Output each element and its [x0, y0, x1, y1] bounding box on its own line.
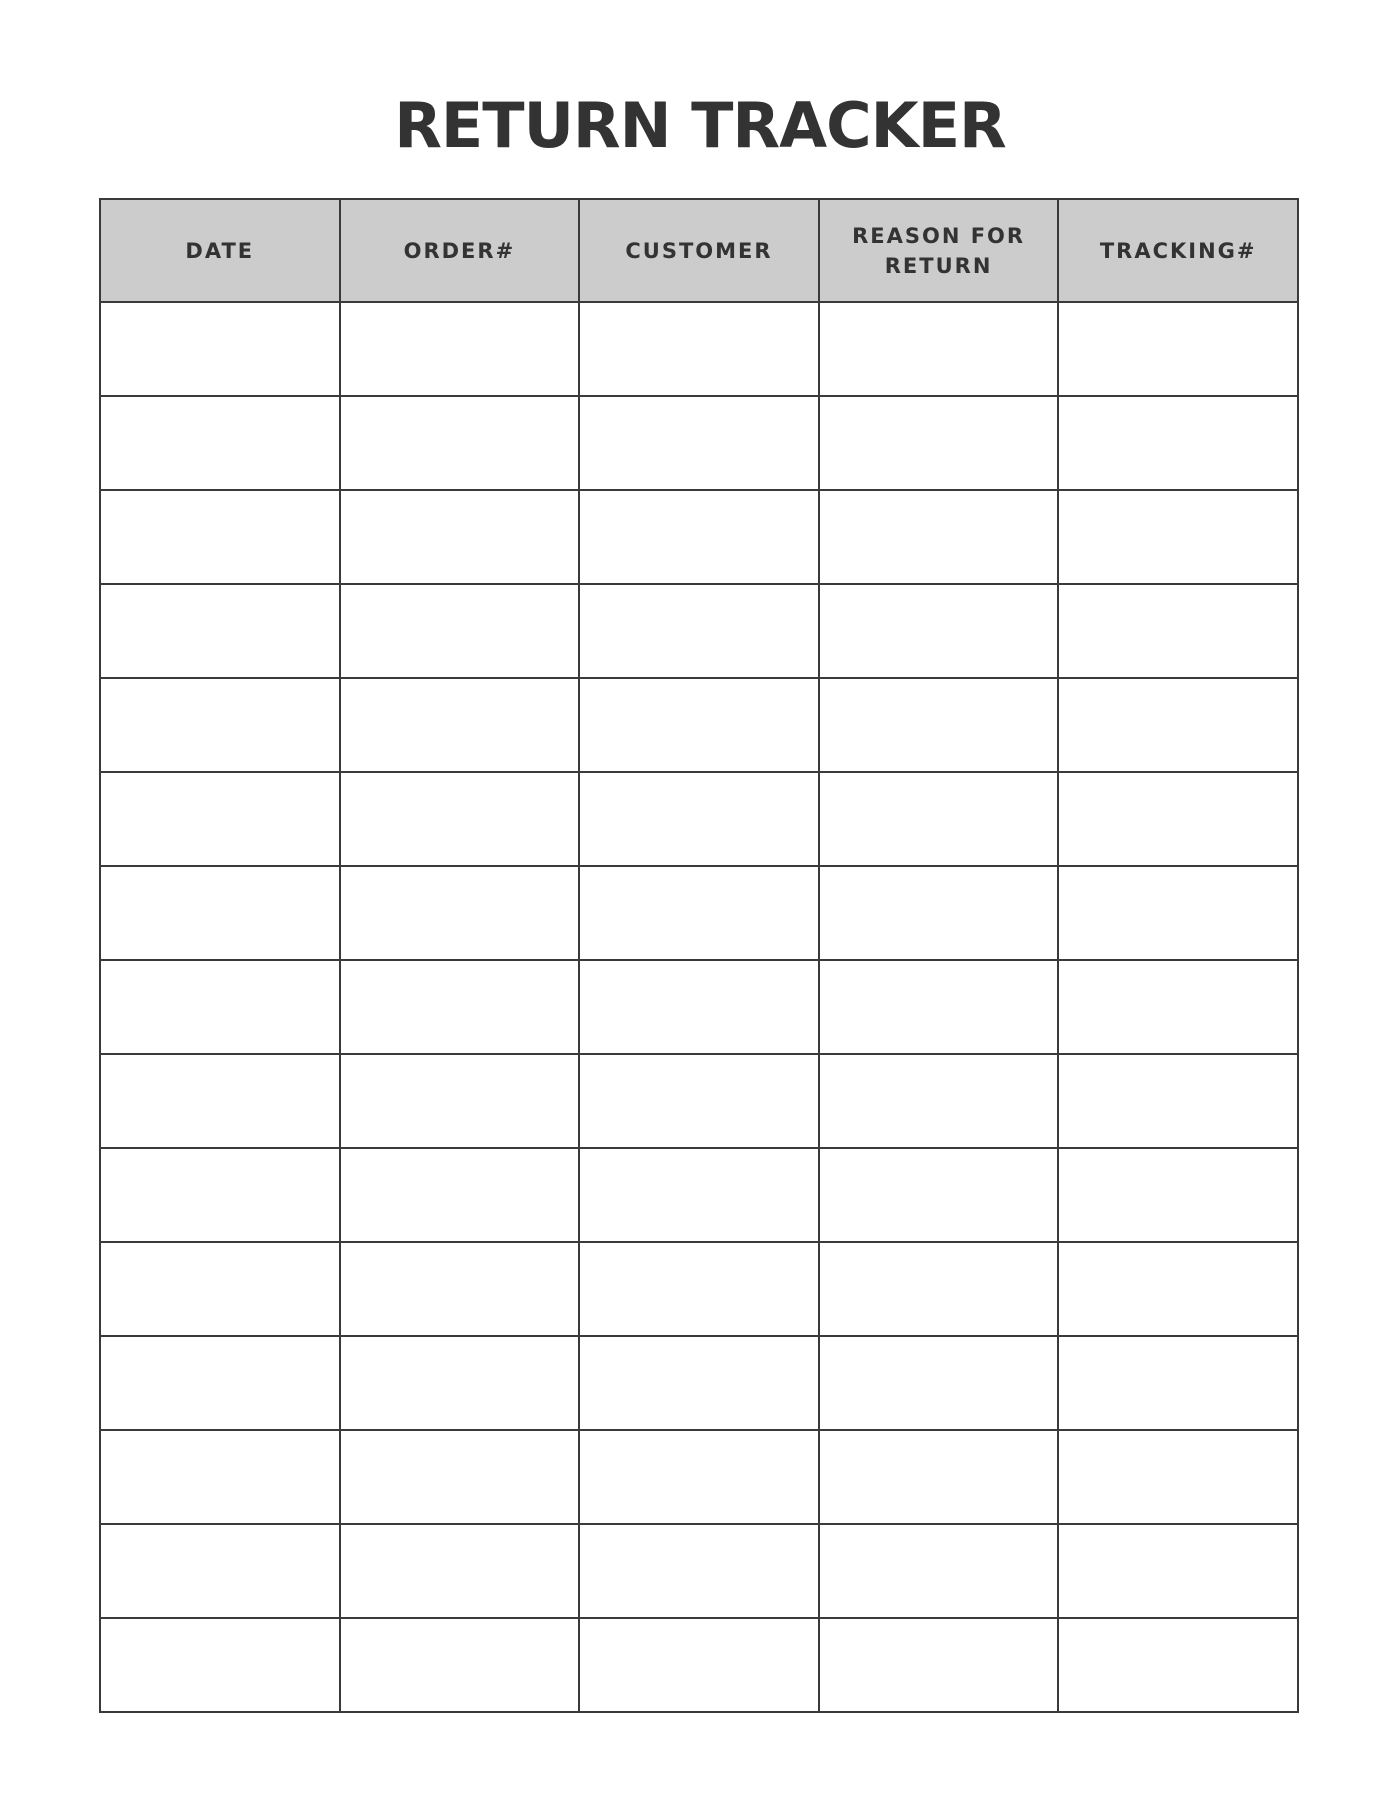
customer-cell[interactable] [579, 1242, 819, 1336]
order-cell[interactable] [340, 1242, 580, 1336]
customer-cell[interactable] [579, 1524, 819, 1618]
table-row [100, 960, 1298, 1054]
tracking-cell[interactable] [1058, 1054, 1298, 1148]
order-cell[interactable] [340, 1336, 580, 1430]
tracking-cell[interactable] [1058, 772, 1298, 866]
reason-cell[interactable] [819, 302, 1059, 396]
reason-cell[interactable] [819, 1430, 1059, 1524]
table-row [100, 1524, 1298, 1618]
customer-cell[interactable] [579, 1618, 819, 1712]
customer-cell[interactable] [579, 678, 819, 772]
table-row [100, 490, 1298, 584]
tracking-cell[interactable] [1058, 678, 1298, 772]
order-cell[interactable] [340, 1148, 580, 1242]
date-cell[interactable] [100, 960, 340, 1054]
customer-cell[interactable] [579, 490, 819, 584]
table-row [100, 302, 1298, 396]
customer-cell[interactable] [579, 1054, 819, 1148]
reason-cell[interactable] [819, 678, 1059, 772]
tracking-cell[interactable] [1058, 866, 1298, 960]
reason-cell[interactable] [819, 396, 1059, 490]
tracking-cell[interactable] [1058, 1148, 1298, 1242]
date-cell[interactable] [100, 1054, 340, 1148]
date-cell[interactable] [100, 584, 340, 678]
customer-cell[interactable] [579, 302, 819, 396]
date-cell[interactable] [100, 866, 340, 960]
reason-cell[interactable] [819, 1242, 1059, 1336]
order-cell[interactable] [340, 302, 580, 396]
date-cell[interactable] [100, 302, 340, 396]
date-cell[interactable] [100, 1430, 340, 1524]
order-cell[interactable] [340, 772, 580, 866]
tracking-cell[interactable] [1058, 960, 1298, 1054]
order-cell[interactable] [340, 1524, 580, 1618]
order-cell[interactable] [340, 1618, 580, 1712]
table-body [100, 302, 1298, 1712]
date-cell[interactable] [100, 396, 340, 490]
reason-cell[interactable] [819, 1618, 1059, 1712]
return-tracker-table [99, 198, 1299, 1713]
reason-cell[interactable] [819, 490, 1059, 584]
tracking-cell[interactable] [1058, 302, 1298, 396]
reason-cell[interactable] [819, 772, 1059, 866]
tracking-cell[interactable] [1058, 1618, 1298, 1712]
tracking-cell[interactable] [1058, 1336, 1298, 1430]
table-row [100, 1618, 1298, 1712]
order-cell[interactable] [340, 584, 580, 678]
tracking-cell[interactable] [1058, 1430, 1298, 1524]
table-row [100, 1242, 1298, 1336]
reason-cell[interactable] [819, 1524, 1059, 1618]
table-row [100, 1054, 1298, 1148]
date-cell[interactable] [100, 1336, 340, 1430]
customer-cell[interactable] [579, 772, 819, 866]
date-cell[interactable] [100, 1242, 340, 1336]
date-cell[interactable] [100, 678, 340, 772]
column-header-customer: CUSTOMER [579, 199, 819, 302]
order-cell[interactable] [340, 396, 580, 490]
date-cell[interactable] [100, 1524, 340, 1618]
tracking-cell[interactable] [1058, 1524, 1298, 1618]
table-row [100, 584, 1298, 678]
table-header [100, 199, 1298, 302]
column-header-reason-for-return: REASON FOR RETURN [819, 199, 1059, 302]
page-title: RETURN TRACKER [394, 89, 1006, 162]
table-row [100, 1336, 1298, 1430]
tracking-cell[interactable] [1058, 490, 1298, 584]
reason-cell[interactable] [819, 584, 1059, 678]
reason-cell[interactable] [819, 1054, 1059, 1148]
date-cell[interactable] [100, 1148, 340, 1242]
order-cell[interactable] [340, 1054, 580, 1148]
table-row [100, 1148, 1298, 1242]
table-row [100, 866, 1298, 960]
customer-cell[interactable] [579, 1148, 819, 1242]
header-row [100, 199, 1298, 302]
customer-cell[interactable] [579, 396, 819, 490]
column-header-order: ORDER# [340, 199, 580, 302]
customer-cell[interactable] [579, 866, 819, 960]
date-cell[interactable] [100, 490, 340, 584]
customer-cell[interactable] [579, 1336, 819, 1430]
table-row [100, 772, 1298, 866]
reason-cell[interactable] [819, 866, 1059, 960]
tracking-cell[interactable] [1058, 584, 1298, 678]
customer-cell[interactable] [579, 584, 819, 678]
reason-cell[interactable] [819, 1148, 1059, 1242]
customer-cell[interactable] [579, 1430, 819, 1524]
order-cell[interactable] [340, 1430, 580, 1524]
order-cell[interactable] [340, 490, 580, 584]
table-row [100, 396, 1298, 490]
date-cell[interactable] [100, 772, 340, 866]
column-header-tracking: TRACKING# [1058, 199, 1298, 302]
tracking-cell[interactable] [1058, 1242, 1298, 1336]
table-row [100, 678, 1298, 772]
customer-cell[interactable] [579, 960, 819, 1054]
tracking-cell[interactable] [1058, 396, 1298, 490]
reason-cell[interactable] [819, 960, 1059, 1054]
order-cell[interactable] [340, 866, 580, 960]
order-cell[interactable] [340, 678, 580, 772]
reason-cell[interactable] [819, 1336, 1059, 1430]
table-row [100, 1430, 1298, 1524]
date-cell[interactable] [100, 1618, 340, 1712]
column-header-date: DATE [100, 199, 340, 302]
order-cell[interactable] [340, 960, 580, 1054]
